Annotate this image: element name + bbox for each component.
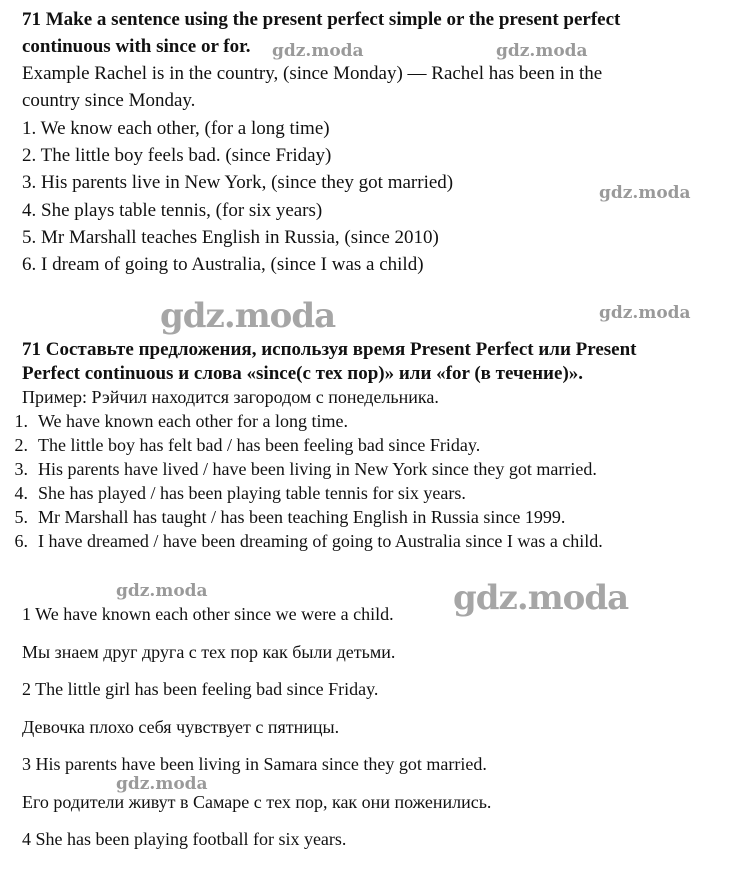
exercise-en-item: 6. I dream of going to Australia, (since I was a child): [22, 254, 424, 275]
item-number: 3.: [14, 459, 28, 479]
answer-line: Его родители живут в Самаре с тех пор, как они поженились.: [22, 792, 492, 812]
exercise-en-example-line1: Example Rachel is in the country, (since Monday) — Rachel has been in the: [22, 63, 603, 84]
watermark: gdz.moda: [599, 183, 691, 203]
watermark: gdz.moda: [496, 41, 588, 61]
item-text: She has played / has been playing table tennis for six years.: [38, 483, 466, 503]
answer-line: 3 His parents have been living in Samara since they got married.: [22, 754, 487, 774]
exercise-en-item: 4. She plays table tennis, (for six years): [22, 200, 323, 221]
watermark: gdz.moda: [160, 296, 336, 336]
exercise-en-title-line2: continuous with since or for.: [22, 36, 251, 57]
item-text: We have known each other for a long time.: [38, 411, 348, 431]
exercise-ru-item: [0, 531, 603, 552]
exercise-ru-title-line1: 71 Составьте предложения, используя время Present Perfect или Present: [22, 339, 637, 360]
answer-line: Девочка плохо себя чувствует с пятницы.: [22, 717, 340, 737]
exercise-en-item: 3. His parents live in New York, (since they got married): [22, 172, 454, 193]
watermark: gdz.moda: [116, 774, 208, 794]
watermark: gdz.moda: [453, 578, 629, 618]
exercise-ru-item: [0, 483, 466, 504]
answer-line: Мы знаем друг друга с тех пор как были детьми.: [22, 642, 396, 662]
exercise-en-item: 5. Mr Marshall teaches English in Russia, (since 2010): [22, 227, 439, 248]
exercise-ru-item: [0, 435, 480, 456]
answer-line: 4 She has been playing football for six years.: [22, 829, 347, 849]
exercise-en-example-line2: country since Monday.: [22, 90, 196, 111]
answer-line: 2 The little girl has been feeling bad since Friday.: [22, 679, 379, 699]
answer-line: 1 We have known each other since we were a child.: [22, 604, 394, 624]
item-text: Mr Marshall has taught / has been teaching English in Russia since 1999.: [38, 507, 566, 527]
exercise-ru-item: [0, 411, 348, 432]
watermark: gdz.moda: [599, 303, 691, 323]
watermark: gdz.moda: [116, 581, 208, 601]
item-number: 6.: [14, 531, 28, 551]
item-number: 4.: [14, 483, 28, 503]
item-text: His parents have lived / have been living in New York since they got married.: [38, 459, 597, 479]
item-number: 1.: [14, 411, 28, 431]
item-number: 5.: [14, 507, 28, 527]
exercise-ru-example: Пример: Рэйчил находится загородом с понедельника.: [22, 387, 439, 407]
exercise-ru-item: [0, 507, 565, 528]
exercise-ru-item: [0, 459, 597, 480]
exercise-en-title-line1: 71 Make a sentence using the present perfect simple or the present perfect: [22, 9, 621, 30]
watermark: gdz.moda: [272, 41, 364, 61]
exercise-en-item: 2. The little boy feels bad. (since Friday): [22, 145, 332, 166]
exercise-ru-title-line2: Perfect continuous и слова «since(с тех пор)» или «for (в течение)».: [22, 363, 584, 384]
item-number: 2.: [14, 435, 28, 455]
exercise-en-item: 1. We know each other, (for a long time): [22, 118, 330, 139]
item-text: The little boy has felt bad / has been feeling bad since Friday.: [38, 435, 481, 455]
item-text: I have dreamed / have been dreaming of going to Australia since I was a child.: [38, 531, 603, 551]
